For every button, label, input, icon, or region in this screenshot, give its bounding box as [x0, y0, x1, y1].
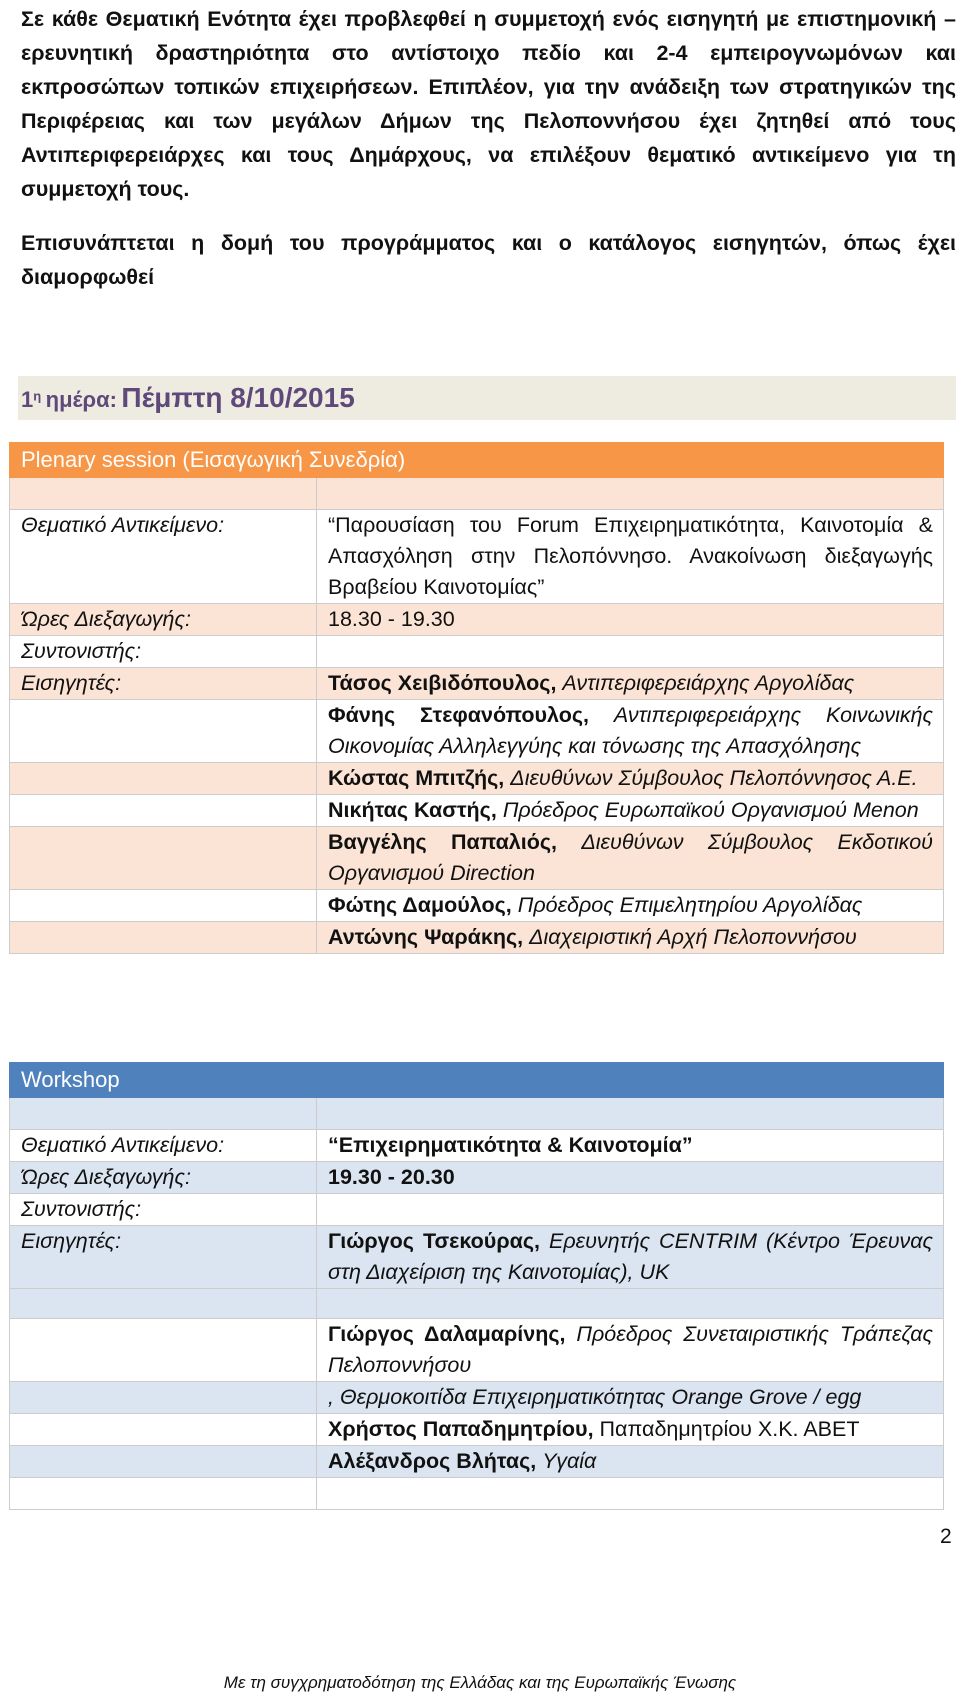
workshop-speaker: Χρήστος Παπαδημητρίου, Παπαδημητρίου Χ.Κ. ΑΒΕΤ	[317, 1414, 944, 1446]
plenary-speaker: Κώστας Μπιτζής, Διευθύνων Σύμβουλος Πελοπόννησος Α.Ε.	[317, 763, 944, 795]
plenary-coordinator	[317, 636, 944, 668]
plenary-speaker: Τάσος Χειβιδόπουλος, Αντιπεριφερειάρχης Αργολίδας	[317, 668, 944, 700]
coordinator-label: Συντονιστής:	[10, 636, 317, 668]
day-heading	[18, 376, 956, 420]
plenary-speaker: Φώτης Δαμούλος, Πρόεδρος Επιμελητηρίου Αργολίδας	[317, 890, 944, 922]
plenary-speaker: Νικήτας Καστής, Πρόεδρος Ευρωπαϊκού Οργανισμού Menon	[317, 795, 944, 827]
plenary-speaker: Βαγγέλης Παπαλιός, Διευθύνων Σύμβουλος Εκδοτικού Οργανισμού Direction	[317, 827, 944, 890]
plenary-speaker: Φάνης Στεφανόπουλος, Αντιπεριφερειάρχης Κοινωνικής Οικονομίας Αλληλεγγύης και τόνωσης της Απασχόλησης	[317, 700, 944, 763]
plenary-speaker: Αντώνης Ψαράκης, Διαχειριστική Αρχή Πελοποννήσου	[317, 922, 944, 954]
cofunding-footer: Με τη συγχρηματοδότηση της Ελλάδας και της Ευρωπαϊκής Ένωσης	[223, 1673, 737, 1692]
hours-label: Ώρες Διεξαγωγής:	[10, 1162, 317, 1194]
speakers-label: Εισηγητές:	[10, 1226, 317, 1289]
day-number: 1	[21, 387, 34, 412]
workshop-coordinator	[317, 1194, 944, 1226]
intro-attachment-note: Επισυνάπτεται η δομή του προγράμματος και ο κατάλογος εισηγητών, όπως έχει διαμορφωθεί	[21, 231, 956, 289]
plenary-session-table	[9, 442, 944, 954]
workshop-subject: “Επιχειρηματικότητα & Καινοτομία”	[317, 1130, 944, 1162]
workshop-speaker: Γιώργος Τσεκούρας, Ερευνητής CENTRIM (Κέντρο Έρευνας στη Διαχείριση της Καινοτομίας), UK	[317, 1226, 944, 1289]
hours-label: Ώρες Διεξαγωγής:	[10, 604, 317, 636]
workshop-hours: 19.30 - 20.30	[317, 1162, 944, 1194]
plenary-session-title: Plenary session (Εισαγωγική Συνεδρία)	[10, 443, 944, 478]
workshop-speaker: Αλέξανδρος Βλήτας, Υγαία	[317, 1446, 944, 1478]
page-number: 2	[940, 1525, 952, 1548]
day-ordinal: η	[33, 388, 42, 404]
plenary-subject: “Παρουσίαση του Forum Επιχειρηματικότητα, Καινοτομία & Απασχόληση στην Πελοπόννησο. Ανακοίνωση διεξαγωγής Βραβείου Καινοτομίας”	[317, 510, 944, 604]
day-date: Πέμπτη 8/10/2015	[121, 382, 355, 413]
subject-label: Θεματικό Αντικείμενο:	[10, 1130, 317, 1162]
coordinator-label: Συντονιστής:	[10, 1194, 317, 1226]
intro-paragraph: Σε κάθε Θεματική Ενότητα έχει προβλεφθεί η συμμετοχή ενός εισηγητή με επιστημονική –ερευνητική δραστηριότητα στο αντίστοιχο πεδίο και 2-4 εμπειρογνωμόνων και εκπροσώπων τοπικών επιχειρήσεων. Επιπλέον, για την ανάδειξη των στρατηγικών της Περιφέρειας και των μεγάλων Δήμων της Πελοποννήσου έχει ζητηθεί από τους Αντιπεριφερειάρχες και τους Δημάρχους, να επιλέξουν θεματικό αντικείμενο για τη συμμετοχή τους.	[21, 7, 956, 201]
workshop-table	[9, 1062, 944, 1510]
workshop-title: Workshop	[10, 1063, 944, 1098]
plenary-hours: 18.30 - 19.30	[317, 604, 944, 636]
day-label: ημέρα:	[45, 387, 117, 412]
speakers-label: Εισηγητές:	[10, 668, 317, 700]
subject-label: Θεματικό Αντικείμενο:	[10, 510, 317, 604]
workshop-speaker: , Θερμοκοιτίδα Επιχειρηματικότητας Orange Grove / egg	[317, 1382, 944, 1414]
workshop-speaker: Γιώργος Δαλαμαρίνης, Πρόεδρος Συνεταιριστικής Τράπεζας Πελοποννήσου	[317, 1319, 944, 1382]
